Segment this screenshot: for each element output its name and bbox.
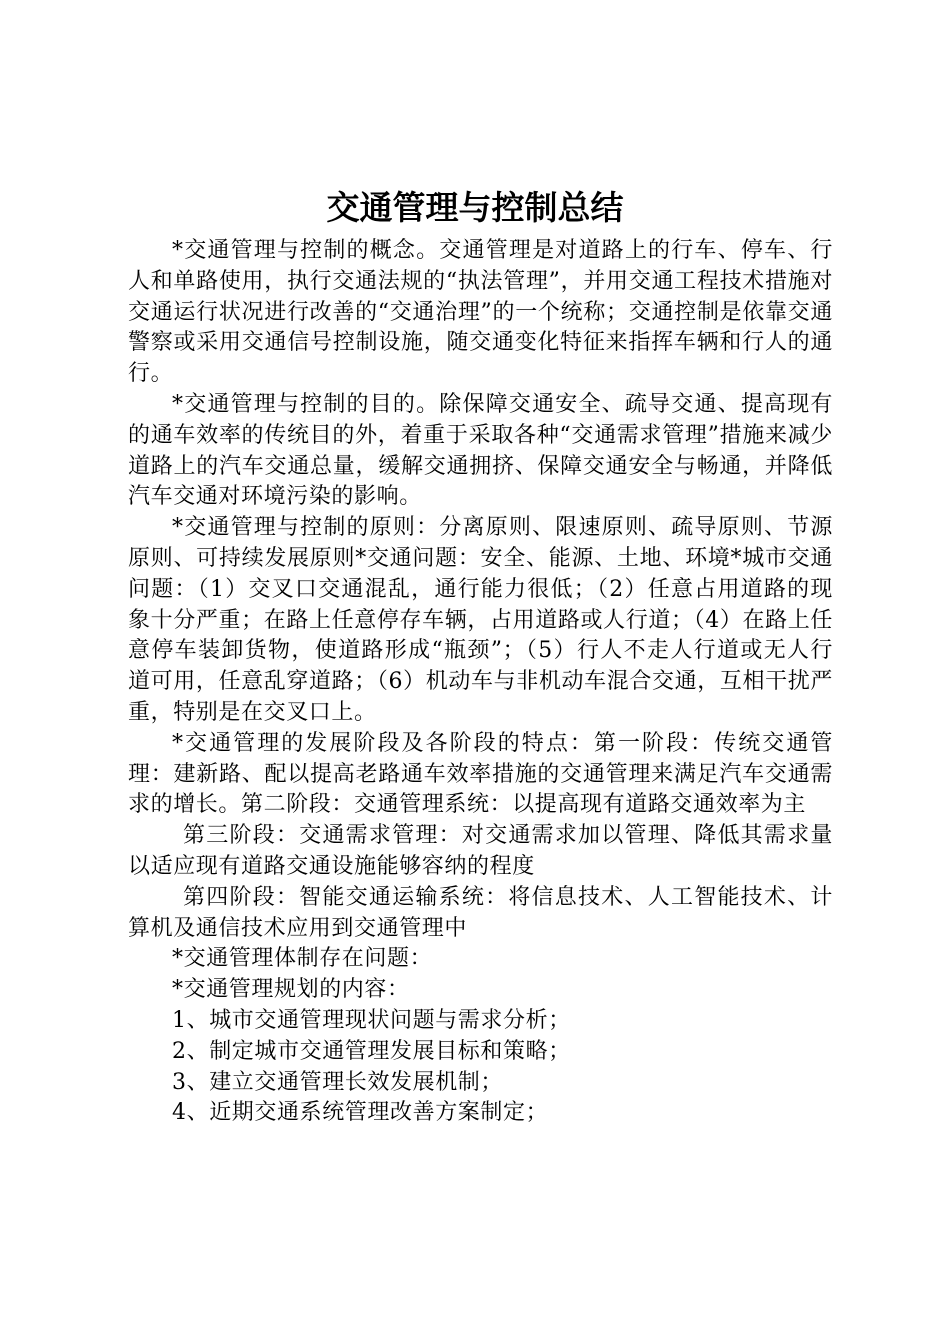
paragraph-stage-four: 第四阶段：智能交通运输系统：将信息技术、人工智能技术、计算机及通信技术应用到交通管理中: [128, 884, 833, 941]
paragraph-concept: *交通管理与控制的概念。交通管理是对道路上的行车、停车、行人和单路使用，执行交通法规的“执法管理”，并用交通工程技术措施对交通运行状况进行改善的“交通治理”的一个统称；交通控制是依靠交通警察或采用交通信号控制设施，随交通变化特征来指挥车辆和行人的通行。: [128, 238, 833, 387]
paragraph-system-problems: *交通管理体制存在问题：: [172, 946, 433, 972]
paragraph-principles: *交通管理与控制的原则：分离原则、限速原则、疏导原则、节源原则、可持续发展原则*交通问题：安全、能源、土地、环境*城市交通问题：（1）交叉口交通混乱，通行能力很低；（2）任意占用道路的现象十分严重；在路上任意停存车辆，占用道路或人行道；（4）在路上任意停车装卸货物，使道路形成“瓶颈”；（5）行人不走人行道或无人行道可用，任意乱穿道路；（6）机动车与非机动车混合交通，互相干扰严重，特别是在交叉口上。: [128, 515, 833, 725]
document-title: 交通管理与控制总结: [326, 188, 624, 227]
document-body: [128, 236, 833, 1129]
paragraph-stage-three: 第三阶段：交通需求管理：对交通需求加以管理、降低其需求量以适应现有道路交通设施能够容纳的程度: [128, 823, 833, 879]
list-item: 3、建立交通管理长效发展机制；: [172, 1069, 503, 1095]
list-item: 4、近期交通系统管理改善方案制定；: [172, 1100, 549, 1126]
list-item: 1、城市交通管理现状问题与需求分析；: [172, 1007, 571, 1033]
paragraph-development-stages: *交通管理的发展阶段及各阶段的特点：第一阶段：传统交通管理：建新路、配以提高老路通车效率措施的交通管理来满足汽车交通需求的增长。第二阶段：交通管理系统：以提高现有道路交通效率为主: [128, 730, 833, 818]
list-item: 2、制定城市交通管理发展目标和策略；: [172, 1038, 571, 1064]
paragraph-planning-content: *交通管理规划的内容：: [172, 977, 410, 1003]
paragraph-purpose: *交通管理与控制的目的。除保障交通安全、疏导交通、提高现有的通车效率的传统目的外，着重于采取各种“交通需求管理”措施来减少道路上的汽车交通总量，缓解交通拥挤、保障交通安全与畅通，并降低汽车交通对环境污染的影响。: [128, 391, 833, 510]
